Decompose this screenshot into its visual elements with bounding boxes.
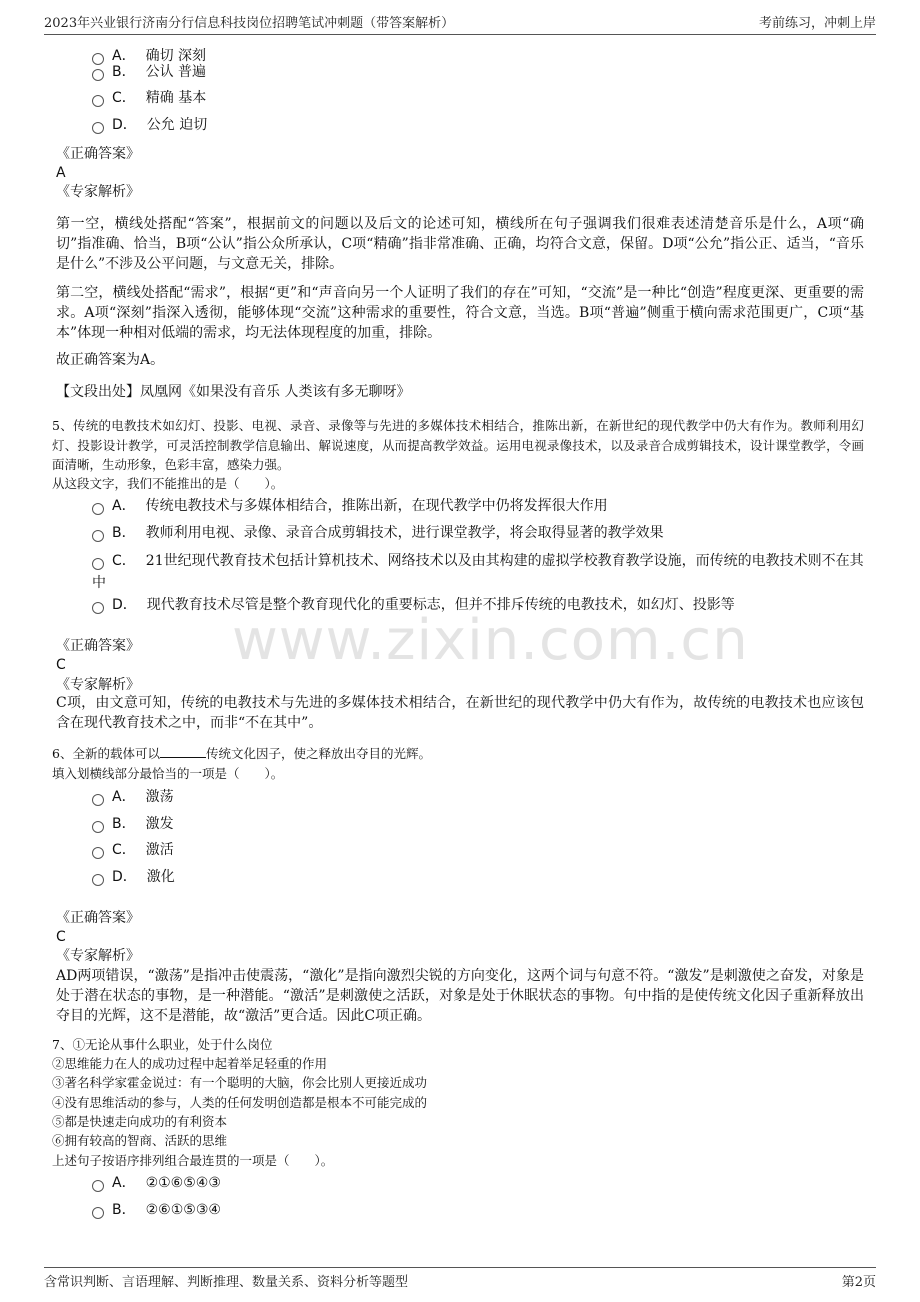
radio-icon[interactable] — [92, 821, 104, 833]
radio-icon[interactable] — [92, 530, 104, 542]
q7-option-a[interactable]: A． ②①⑥⑤④③ — [92, 1173, 221, 1193]
footer-topics: 含常识判断、言语理解、判断推理、数量关系、资料分析等题型 — [44, 1275, 409, 1290]
q4-option-b[interactable]: B． 公认 普遍 — [92, 62, 206, 82]
q4-analysis-p2: 第二空，横线处搭配“需求”，根据“更”和“声音向另一个人证明了我们的存在”可知，“交流”是一种比“创造”程度更深、更重要的需求。A项“深刻”指深入透彻，能够体现“交流”这种需求的重要性，符合文意，当选。B项“普遍”侧重于横向需求范围更广，C项“基本”体现一种相对低端的需求，均无法体现程度的加重，排除。 — [56, 285, 864, 341]
q5-option-d[interactable]: D． 现代教育技术尽管是整个教育现代化的重要标志，但并不排斥传统的电教技术，如幻灯、投影等 — [92, 595, 735, 615]
q4-answer: A — [56, 165, 66, 181]
page-number: 第2页 — [841, 1275, 876, 1290]
q5-analysis-label: 《专家解析》 — [56, 677, 140, 693]
q6-answer-label: 《正确答案》 — [56, 910, 140, 926]
radio-icon[interactable] — [92, 847, 104, 859]
radio-icon[interactable] — [92, 1180, 104, 1192]
radio-icon[interactable] — [92, 1207, 104, 1219]
q4-answer-label: 《正确答案》 — [56, 146, 140, 162]
q6-question: 填入划横线部分最恰当的一项是（ ）。 — [52, 766, 284, 781]
q4-analysis-p3: 故正确答案为A。 — [56, 352, 165, 368]
q6-analysis: AD两项错误，“激荡”是指冲击使震荡，“激化”是指向激烈尖锐的方向变化，这两个词与句意不符。“激发”是刺激使之奋发，对象是处于潜在状态的事物，是一种潜能。“激活”是刺激使之活跃，对象是处于休眠状态的事物。句中指的是使传统文化因子重新释放出夺目的光辉，这不是潜能，故“激活”更合适。因此C项正确。 — [56, 968, 864, 1024]
q6-analysis-label: 《专家解析》 — [56, 948, 140, 964]
q5-option-a[interactable]: A． 传统电教技术与多媒体相结合，推陈出新，在现代教学中仍将发挥很大作用 — [92, 496, 608, 516]
radio-icon[interactable] — [92, 874, 104, 886]
q6-stem: 6、全新的载体可以 传统文化因子，使之释放出夺目的光辉。 — [52, 746, 431, 761]
q4-analysis-p1: 第一空，横线处搭配“答案”，根据前文的问题以及后文的论述可知，横线所在句子强调我们很难表述清楚音乐是什么，A项“确切”指准确、恰当，B项“公认”指公众所承认，C项“精确”指非常准确、正确，均符合文意，保留。D项“公允”指公正、适当，“音乐是什么”不涉及公平问题，与文意无关，排除。 — [56, 216, 864, 272]
watermark: www.zixin.com.cn — [232, 608, 749, 673]
q7-option-b[interactable]: B． ②⑥①⑤③④ — [92, 1200, 221, 1220]
q5-answer-label: 《正确答案》 — [56, 638, 140, 654]
document-title: 2023年兴业银行济南分行信息科技岗位招聘笔试冲刺题（带答案解析） — [44, 16, 455, 31]
q7-line-5: ⑤都是快速走向成功的有利资本 — [52, 1114, 228, 1129]
q7-line-4: ④没有思维活动的参与，人类的任何发明创造都是根本不可能完成的 — [52, 1095, 428, 1110]
radio-icon[interactable] — [92, 794, 104, 806]
radio-icon[interactable] — [92, 95, 104, 107]
radio-icon[interactable] — [92, 122, 104, 134]
q5-option-b[interactable]: B． 教师利用电视、录像、录音合成剪辑技术，进行课堂教学，将会取得显著的教学效果 — [92, 523, 664, 543]
q5-stem: 5、传统的电教技术如幻灯、投影、电视、录音、录像等与先进的多媒体技术相结合，推陈出新，在新世纪的现代教学中仍大有作为。教师利用幻灯、投影设计教学，可灵活控制教学信息输出、解说速度，从而提高教学效益。运用电视录像技术，以及录音合成剪辑技术，设计课堂教学，令画面清晰，生动形象，色彩丰富，感染力强。 — [52, 418, 864, 472]
q4-option-a[interactable]: A． 确切 深刻 — [92, 46, 206, 66]
q6-option-b[interactable]: B． 激发 — [92, 814, 174, 834]
q7-line-3: ③著名科学家霍金说过：有一个聪明的大脑，你会比别人更接近成功 — [52, 1075, 428, 1090]
radio-icon[interactable] — [92, 69, 104, 81]
q6-answer: C — [56, 929, 66, 945]
q7-line-2: ②思维能力在人的成功过程中起着举足轻重的作用 — [52, 1056, 328, 1071]
radio-icon[interactable] — [92, 503, 104, 515]
q5-question: 从这段文字，我们不能推出的是（ ）。 — [52, 476, 284, 491]
q6-option-d[interactable]: D． 激化 — [92, 867, 175, 887]
fill-blank — [160, 745, 206, 758]
q5-analysis: C项，由文意可知，传统的电教技术与先进的多媒体技术相结合，在新世纪的现代教学中仍大有作为，故传统的电教技术也应该包含在现代教育技术之中，而非“不在其中”。 — [56, 695, 864, 731]
q7-line-6: ⑥拥有较高的智商、活跃的思维 — [52, 1133, 228, 1148]
q5-answer: C — [56, 657, 66, 673]
radio-icon[interactable] — [92, 558, 104, 570]
radio-icon[interactable] — [92, 602, 104, 614]
q4-source: 【文段出处】凤凰网《如果没有音乐 人类该有多无聊呀》 — [56, 384, 411, 400]
q7-question: 上述句子按语序排列组合最连贯的一项是（ ）。 — [52, 1153, 334, 1168]
header-rule — [44, 34, 876, 35]
q4-option-c[interactable]: C． 精确 基本 — [92, 88, 206, 108]
footer-rule — [44, 1267, 876, 1268]
q4-analysis-label: 《专家解析》 — [56, 184, 140, 200]
q7-line-1: 7、①无论从事什么职业，处于什么岗位 — [52, 1037, 273, 1052]
q5-option-c[interactable]: C． 21世纪现代教育技术包括计算机技术、网络技术以及由其构建的虚拟学校教育教学设施，而传统的电教技术则不在其中 — [92, 553, 864, 591]
q6-option-a[interactable]: A． 激荡 — [92, 787, 174, 807]
q4-option-d[interactable]: D． 公允 迫切 — [92, 115, 207, 135]
header-slogan: 考前练习，冲刺上岸 — [758, 16, 876, 31]
q6-option-c[interactable]: C． 激活 — [92, 840, 174, 860]
